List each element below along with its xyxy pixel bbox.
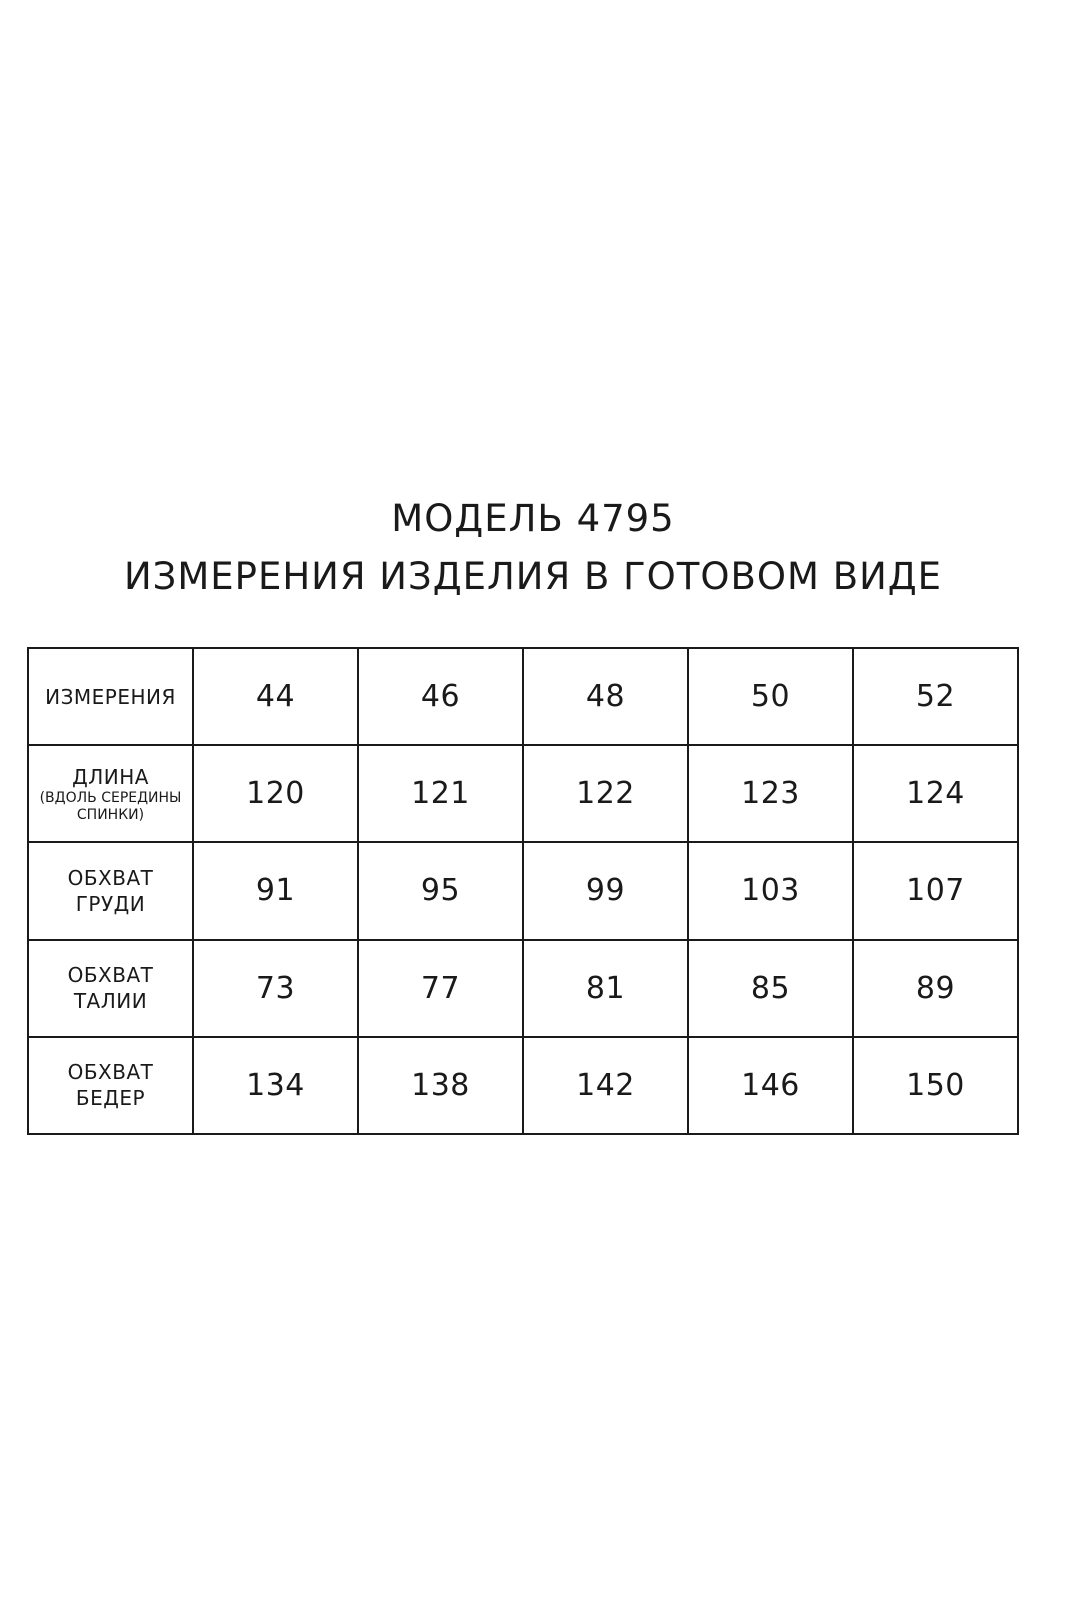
size-table bbox=[27, 647, 1019, 1135]
row-label-note: СПИНКИ) bbox=[76, 806, 145, 823]
value-cell: 134 bbox=[193, 1037, 358, 1134]
value-cell: 123 bbox=[688, 745, 853, 842]
value-cell: 121 bbox=[358, 745, 523, 842]
row-label-cell bbox=[28, 745, 193, 842]
value-cell: 120 bbox=[193, 745, 358, 842]
row-label-main: ОБХВАТ bbox=[67, 865, 154, 890]
size-header-cell: 48 bbox=[523, 648, 688, 745]
row-label-cell bbox=[28, 940, 193, 1037]
row-label-main: ДЛИНА bbox=[72, 764, 149, 789]
value-cell: 146 bbox=[688, 1037, 853, 1134]
value-cell: 73 bbox=[193, 940, 358, 1037]
value-cell: 95 bbox=[358, 842, 523, 939]
value-cell: 138 bbox=[358, 1037, 523, 1134]
table-row-hips bbox=[28, 1037, 1018, 1134]
row-label-cell bbox=[28, 842, 193, 939]
size-header-cell: 50 bbox=[688, 648, 853, 745]
size-header-cell: 46 bbox=[358, 648, 523, 745]
row-label-main: ОБХВАТ bbox=[67, 963, 154, 988]
value-cell: 89 bbox=[853, 940, 1018, 1037]
value-cell: 99 bbox=[523, 842, 688, 939]
value-cell: 81 bbox=[523, 940, 688, 1037]
row-label-sub: ТАЛИИ bbox=[73, 989, 148, 1014]
value-cell: 150 bbox=[853, 1037, 1018, 1134]
value-cell: 91 bbox=[193, 842, 358, 939]
table-heading: ИЗМЕРЕНИЯ ИЗДЕЛИЯ В ГОТОВОМ ВИДЕ bbox=[123, 555, 943, 598]
model-title: МОДЕЛЬ 4795 bbox=[391, 497, 675, 540]
value-cell: 124 bbox=[853, 745, 1018, 842]
table-header-row bbox=[28, 648, 1018, 745]
table-row-length bbox=[28, 745, 1018, 842]
table-row-waist bbox=[28, 940, 1018, 1037]
value-cell: 142 bbox=[523, 1037, 688, 1134]
row-label-main: ОБХВАТ bbox=[67, 1060, 154, 1085]
size-header-cell: 44 bbox=[193, 648, 358, 745]
row-label-sub: ГРУДИ bbox=[75, 891, 146, 916]
table-row-chest bbox=[28, 842, 1018, 939]
header-label-cell: ИЗМЕРЕНИЯ bbox=[28, 648, 193, 745]
value-cell: 85 bbox=[688, 940, 853, 1037]
row-label-cell bbox=[28, 1037, 193, 1134]
value-cell: 122 bbox=[523, 745, 688, 842]
size-header-cell: 52 bbox=[853, 648, 1018, 745]
row-label-note: (ВДОЛЬ СЕРЕДИНЫ bbox=[39, 789, 182, 806]
value-cell: 107 bbox=[853, 842, 1018, 939]
value-cell: 103 bbox=[688, 842, 853, 939]
row-label-sub: БЕДЕР bbox=[75, 1086, 146, 1111]
value-cell: 77 bbox=[358, 940, 523, 1037]
